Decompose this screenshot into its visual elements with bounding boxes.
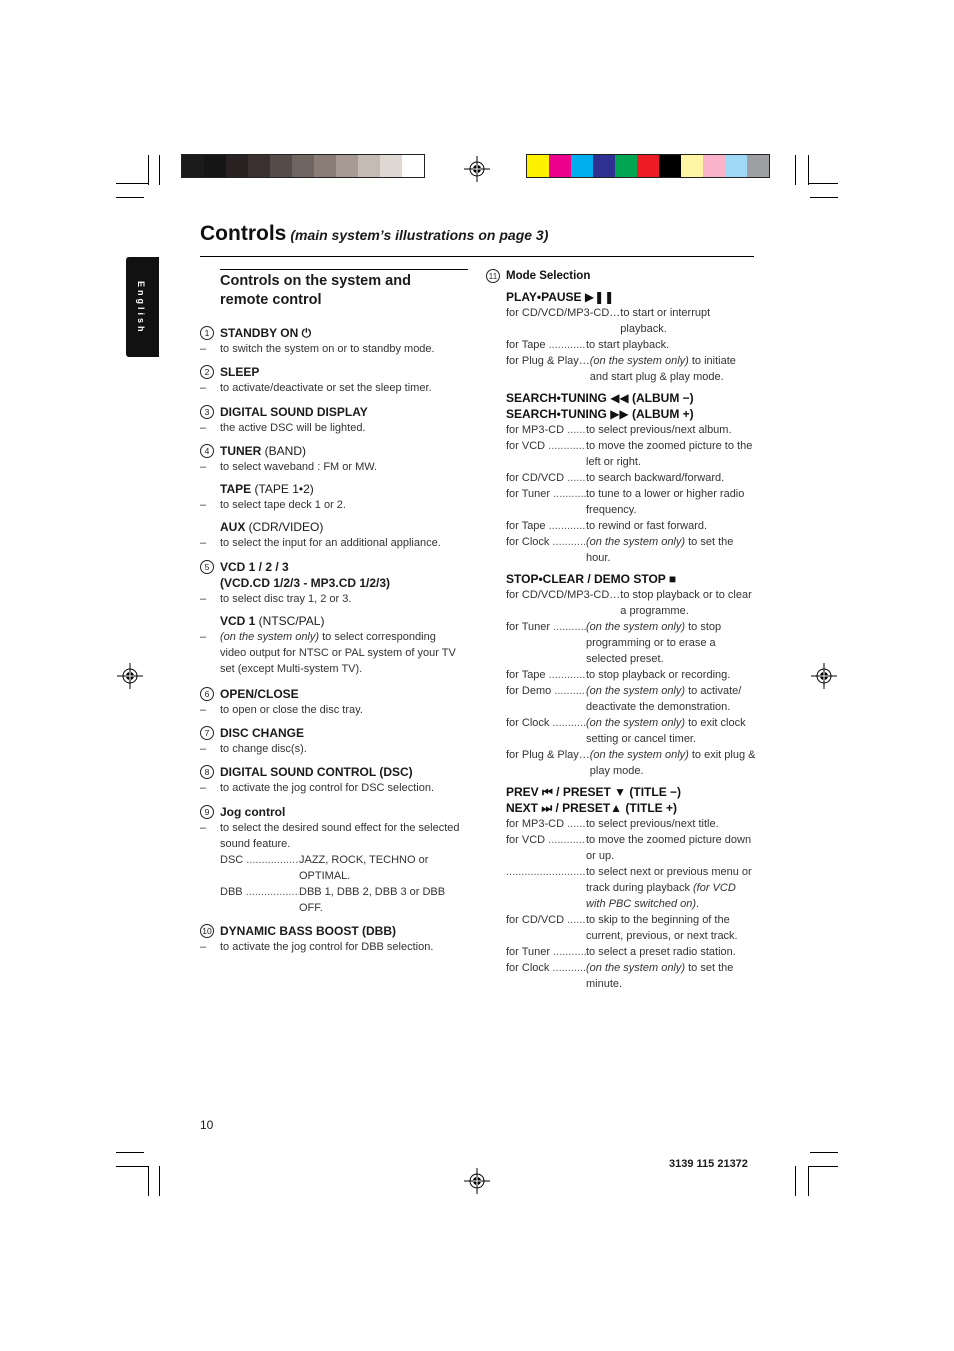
crop-mark xyxy=(148,155,149,185)
item-number: 11 xyxy=(486,269,500,283)
title-subtitle: (main system’s illustrations on page 3) xyxy=(290,227,549,243)
item-description: – to activate the jog control for DSC selection. xyxy=(200,782,434,794)
crop-mark xyxy=(808,1166,809,1196)
mode-row: for Clock ..... (on the system only) to exit clock setting or cancel timer. xyxy=(506,715,756,747)
color-calibration-bar xyxy=(526,154,770,178)
crop-mark xyxy=(808,183,838,184)
document-code: 3139 115 21372 xyxy=(669,1158,748,1170)
item-heading: DYNAMIC BASS BOOST (DBB) xyxy=(220,924,396,938)
crop-mark xyxy=(159,1166,160,1196)
control-item xyxy=(200,559,465,677)
search-tuning-forward-heading: SEARCH•TUNING ▶▶ (ALBUM +) xyxy=(506,407,694,421)
registration-mark-icon xyxy=(464,156,490,182)
mode-row: for Tuner ..... (on the system only) to stop programming or to erase a selected preset. xyxy=(506,619,756,667)
mode-row: for VCD ..... to move the zoomed picture to the left or right. xyxy=(506,438,756,470)
item-number: 3 xyxy=(200,405,214,419)
mode-selection-section xyxy=(486,268,756,992)
crop-mark xyxy=(808,1166,838,1167)
mode-row: for Demo ..... (on the system only) to activate/ deactivate the demonstration. xyxy=(506,683,756,715)
item-description: – the active DSC will be lighted. xyxy=(200,422,366,434)
item-number: 10 xyxy=(200,924,214,938)
item-heading: DISC CHANGE xyxy=(220,726,305,740)
item-number: 4 xyxy=(200,444,214,458)
item-description: – to select waveband : FM or MW. xyxy=(200,461,378,473)
color-swatch xyxy=(703,155,725,177)
gray-swatch xyxy=(292,155,314,177)
crop-mark xyxy=(159,155,160,185)
item-description: – to open or close the disc tray. xyxy=(200,704,363,716)
gray-swatch xyxy=(336,155,358,177)
mode-row: for Tuner ..... to tune to a lower or higher radio frequency. xyxy=(506,486,756,518)
prev-preset-heading: PREV ⏮ / PRESET ▼ (TITLE −) xyxy=(506,785,682,799)
mode-row: for Tape ..... to start playback. xyxy=(506,337,756,353)
color-swatch xyxy=(615,155,637,177)
color-swatch xyxy=(659,155,681,177)
crop-mark xyxy=(810,1152,838,1153)
mode-row: for Clock ..... (on the system only) to set the minute. xyxy=(506,960,756,992)
item-number: 6 xyxy=(200,687,214,701)
item-number: 2 xyxy=(200,365,214,379)
gray-swatch xyxy=(402,155,424,177)
title-main: Controls xyxy=(200,222,287,245)
next-preset-heading: NEXT ⏭ / PRESET▲ (TITLE +) xyxy=(506,801,678,815)
item-heading: DIGITAL SOUND CONTROL (DSC) xyxy=(220,765,413,779)
gray-swatch xyxy=(204,155,226,177)
color-swatch xyxy=(637,155,659,177)
control-item xyxy=(200,325,465,357)
control-item xyxy=(200,764,465,796)
control-item xyxy=(200,443,465,551)
gray-swatch xyxy=(380,155,402,177)
gray-swatch xyxy=(182,155,204,177)
item-description: – to select tape deck 1 or 2. xyxy=(200,499,346,511)
mode-row: for Tape ..... to stop playback or recording. xyxy=(506,667,756,683)
gray-swatch xyxy=(248,155,270,177)
item-heading: TUNER (BAND) xyxy=(220,444,307,458)
page-title xyxy=(200,222,548,246)
color-swatch xyxy=(725,155,747,177)
language-tab xyxy=(126,257,159,357)
mode-row: for MP3-CD ..... to select previous/next title. xyxy=(506,816,756,832)
item-heading-line2: (VCD.CD 1/2/3 - MP3.CD 1/2/3) xyxy=(220,576,391,590)
item-subheading: TAPE (TAPE 1•2) xyxy=(220,482,314,496)
control-item xyxy=(200,725,465,757)
item-heading: STANDBY ON ⏻ xyxy=(220,326,312,340)
mode-row: for Plug & Play… (on the system only) to exit plug & play mode. xyxy=(506,749,756,777)
item-number: 7 xyxy=(200,726,214,740)
gray-swatch xyxy=(358,155,380,177)
item-heading: SLEEP xyxy=(220,365,260,379)
color-swatch xyxy=(527,155,549,177)
item-subheading: VCD 1 (NTSC/PAL) xyxy=(220,614,325,628)
mode-row: for CD/VCD/MP3-CD… to start or interrupt playback. xyxy=(506,307,711,335)
crop-mark xyxy=(795,1166,796,1196)
item-heading: VCD 1 / 2 / 3 xyxy=(220,560,289,574)
option-row: DSC ..... JAZZ, ROCK, TECHNO or OPTIMAL. xyxy=(200,852,465,884)
mode-row: for CD/VCD ..... to skip to the beginning of the current, previous, or next track. xyxy=(506,912,756,944)
item-heading: OPEN/CLOSE xyxy=(220,687,299,701)
mode-row: for Clock ..... (on the system only) to set the hour. xyxy=(506,534,756,566)
mode-row: ..... to select next or previous menu or track during playback (for VCD with PBC switched on). xyxy=(506,864,756,912)
color-swatch xyxy=(571,155,593,177)
crop-mark xyxy=(116,1166,148,1167)
mode-row: for VCD ..... to move the zoomed picture down or up. xyxy=(506,832,756,864)
control-item xyxy=(200,404,465,436)
control-item xyxy=(200,804,465,916)
option-row: DBB ..... DBB 1, DBB 2, DBB 3 or DBB OFF. xyxy=(200,884,465,916)
gray-swatch xyxy=(226,155,248,177)
item-description: – to switch the system on or to standby mode. xyxy=(200,343,435,355)
color-swatch xyxy=(593,155,615,177)
mode-row: for MP3-CD ..... to select previous/next album. xyxy=(506,422,756,438)
crop-mark xyxy=(116,1152,144,1153)
registration-mark-icon xyxy=(811,663,837,689)
control-item xyxy=(200,923,465,955)
item-number: 5 xyxy=(200,560,214,574)
color-swatch xyxy=(681,155,703,177)
search-tuning-back-heading: SEARCH•TUNING ◀◀ (ALBUM −) xyxy=(506,391,694,405)
crop-mark xyxy=(116,197,144,198)
mode-row: for CD/VCD/MP3-CD… to stop playback or to clear a programme. xyxy=(506,589,752,617)
item-heading: Jog control xyxy=(220,805,286,819)
item-number: 1 xyxy=(200,326,214,340)
crop-mark xyxy=(148,1166,149,1196)
item-number: 9 xyxy=(200,805,214,819)
crop-mark xyxy=(808,155,809,185)
registration-mark-icon xyxy=(117,663,143,689)
control-item xyxy=(200,686,465,718)
mode-row: for CD/VCD ..... to search backward/forward. xyxy=(506,470,756,486)
mode-row: for Tape ..... to rewind or fast forward. xyxy=(506,518,756,534)
registration-mark-icon xyxy=(464,1168,490,1194)
item-description: – (on the system only) to select corresponding video output for NTSC or PAL system of your TV set (except Multi-system TV). xyxy=(200,631,456,675)
crop-mark xyxy=(795,155,796,185)
crop-mark xyxy=(116,183,148,184)
section-heading: Mode Selection xyxy=(506,270,591,282)
item-description: – to activate the jog control for DBB selection. xyxy=(200,941,434,953)
item-description: – to select the input for an additional appliance. xyxy=(200,537,441,549)
stop-clear-heading: STOP•CLEAR / DEMO STOP ■ xyxy=(506,572,677,586)
color-swatch xyxy=(549,155,571,177)
item-description: – to select disc tray 1, 2 or 3. xyxy=(200,593,352,605)
item-description: – to select the desired sound effect for the selected sound feature. xyxy=(200,822,460,850)
item-heading: DIGITAL SOUND DISPLAY xyxy=(220,405,368,419)
crop-mark xyxy=(810,197,838,198)
mode-row: for Plug & Play… (on the system only) to initiate and start plug & play mode. xyxy=(506,355,736,383)
item-description: – to activate/deactivate or set the sleep timer. xyxy=(200,382,432,394)
page-number: 10 xyxy=(200,1118,214,1132)
section-title: Controls on the system and remote control xyxy=(220,273,411,308)
control-item xyxy=(200,364,465,396)
item-subheading: AUX (CDR/VIDEO) xyxy=(220,520,324,534)
item-number: 8 xyxy=(200,765,214,779)
gray-swatch xyxy=(314,155,336,177)
language-tab-label: English xyxy=(136,281,146,335)
color-swatch xyxy=(747,155,769,177)
gray-calibration-bar xyxy=(181,154,425,178)
mode-row: for Tuner ..... to select a preset radio station. xyxy=(506,944,756,960)
title-rule xyxy=(200,256,754,257)
play-pause-heading: PLAY•PAUSE ▶❚❚ xyxy=(506,290,615,304)
item-description: – to change disc(s). xyxy=(200,743,307,755)
section-rule xyxy=(220,269,468,270)
gray-swatch xyxy=(270,155,292,177)
